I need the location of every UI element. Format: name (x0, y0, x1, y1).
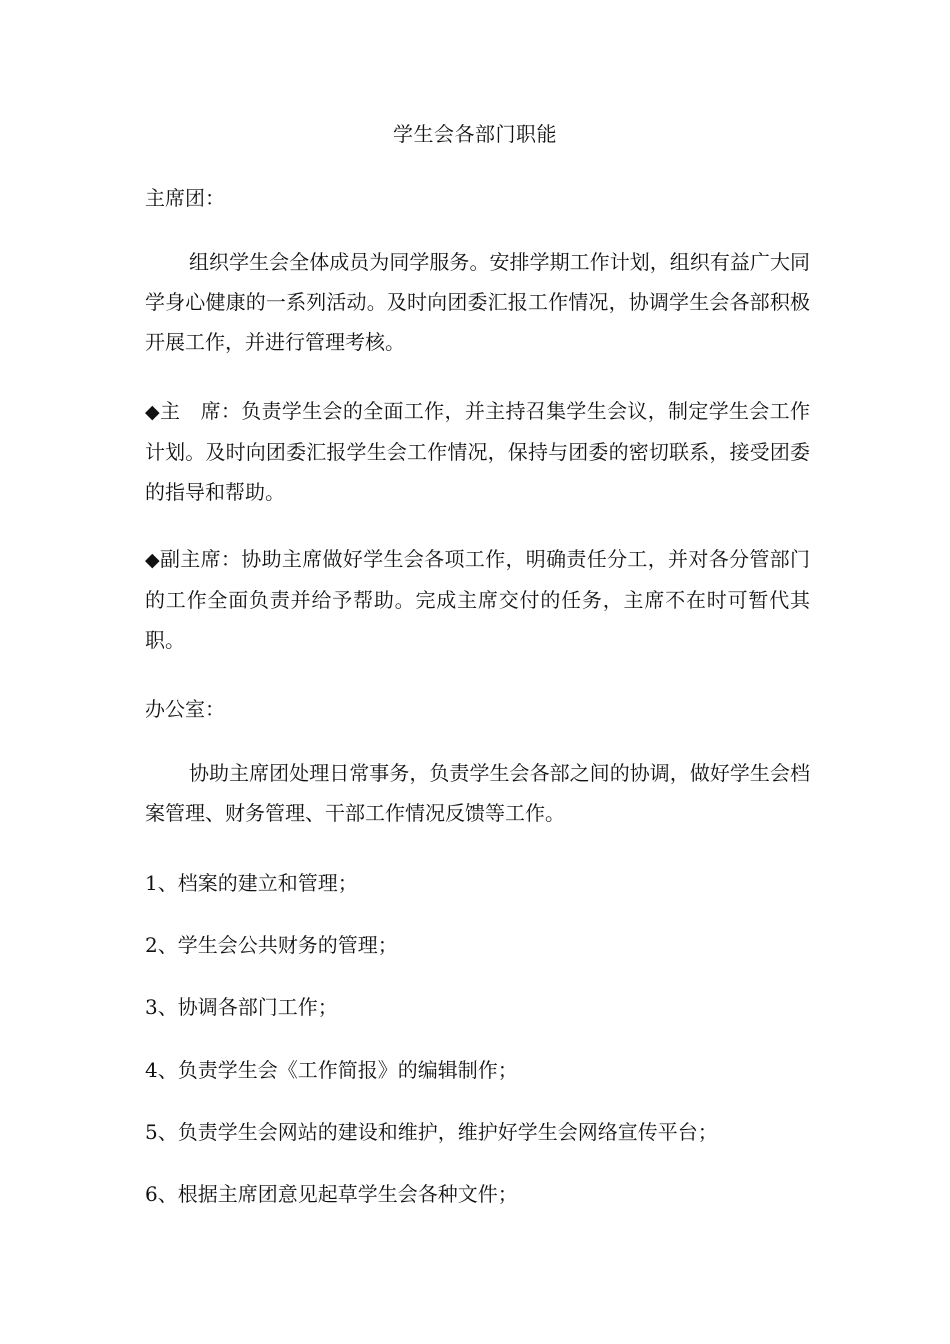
vice-chairman-paragraph (145, 539, 810, 660)
chairman-paragraph (145, 391, 810, 512)
office-list-item: 5、负责学生会网站的建设和维护，维护好学生会网络宣传平台； (145, 1120, 718, 1144)
office-list-item: 3、协调各部门工作； (145, 995, 338, 1019)
diamond-bullet-icon: ◆ (145, 549, 160, 571)
office-list-item: 4、负责学生会《工作简报》的编辑制作； (145, 1058, 518, 1082)
office-intro-paragraph: 协助主席团处理日常事务，负责学生会各部之间的协调，做好学生会档案管理、财务管理、干部工作情况反馈等工作。 (145, 761, 810, 825)
office-list-item: 2、学生会公共财务的管理； (145, 933, 398, 957)
office-list-item: 1、档案的建立和管理； (145, 871, 358, 895)
section-heading-presidium: 主席团： (145, 186, 225, 210)
office-list-item: 6、根据主席团意见起草学生会各种文件； (145, 1182, 518, 1206)
diamond-bullet-icon: ◆ (145, 401, 160, 423)
chairman-text: 负责学生会的全面工作，并主持召集学生会议，制定学生会工作计划。及时向团委汇报学生会工作情况，保持与团委的密切联系，接受团委的指导和帮助。 (145, 399, 811, 504)
chairman-label: 主 席： (159, 399, 242, 423)
vice-chairman-text: 协助主席做好学生会各项工作，明确责任分工，并对各分管部门的工作全面负责并给予帮助。完成主席交付的任务，主席不在时可暂代其职。 (145, 547, 811, 652)
vice-chairman-label: 副主席： (159, 547, 242, 571)
section-heading-office: 办公室： (145, 697, 225, 721)
presidium-intro-paragraph: 组织学生会全体成员为同学服务。安排学期工作计划，组织有益广大同学身心健康的一系列活动。及时向团委汇报工作情况，协调学生会各部积极开展工作，并进行管理考核。 (145, 250, 810, 354)
document-title: 学生会各部门职能 (393, 122, 557, 146)
